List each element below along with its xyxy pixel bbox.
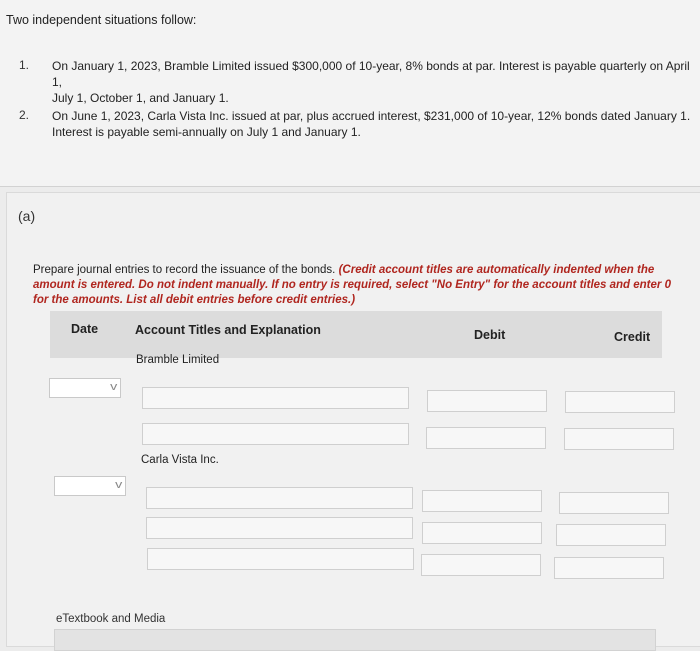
credit-input[interactable] (564, 428, 674, 450)
date-header: Date (71, 322, 99, 336)
credit-input[interactable] (559, 492, 669, 514)
problem-statement (0, 0, 700, 187)
credit-input[interactable] (556, 524, 666, 546)
part-label: (a) (18, 208, 36, 224)
debit-input[interactable] (427, 390, 547, 412)
chevron-down-icon: v (109, 381, 117, 393)
debit-input[interactable] (422, 490, 542, 512)
section-label-carla-vista: Carla Vista Inc. (141, 454, 219, 466)
account-title-input[interactable] (142, 387, 409, 409)
instructions: Prepare journal entries to record the issuance of the bonds. (Credit account titles are automatically indented when the amount is entered. Do not indent manually. If no entry is required, select "No Entry" for the account titles and enter 0 for the amounts. List all debit entries before credit entries.) (33, 264, 671, 306)
part-a-panel (6, 192, 700, 647)
situation-2-text: On June 1, 2023, Carla Vista Inc. issued at par, plus accrued interest, $231,000 of 10-year, 12% bonds dated January 1. Interest is payable semi-annually on July 1 and January 1. (52, 109, 691, 139)
debit-input[interactable] (422, 522, 542, 544)
account-title-input[interactable] (142, 423, 409, 445)
debit-header: Debit (474, 328, 506, 342)
chevron-down-icon: v (114, 479, 122, 491)
etextbook-panel (54, 629, 656, 651)
journal-table-header (50, 311, 662, 358)
debit-input[interactable] (426, 427, 546, 449)
debit-input[interactable] (421, 554, 541, 576)
date-dropdown[interactable] (49, 378, 121, 398)
account-title-input[interactable] (146, 487, 413, 509)
situation-1-text: On January 1, 2023, Bramble Limited issued $300,000 of 10-year, 8% bonds at par. Interest is payable quarterly on April 1, July 1, October 1, and January 1. (52, 59, 690, 105)
situation-number: 1. (19, 58, 30, 72)
credit-input[interactable] (565, 391, 675, 413)
account-title-input[interactable] (147, 548, 414, 570)
intro-text: Two independent situations follow: (6, 13, 197, 27)
situation-number: 2. (19, 108, 30, 122)
etextbook-link[interactable]: eTextbook and Media (56, 613, 166, 625)
account-title-input[interactable] (146, 517, 413, 539)
credit-header: Credit (614, 330, 651, 344)
credit-input[interactable] (554, 557, 664, 579)
date-dropdown[interactable] (54, 476, 126, 496)
section-label-bramble: Bramble Limited (136, 354, 220, 366)
account-header: Account Titles and Explanation (135, 323, 321, 337)
